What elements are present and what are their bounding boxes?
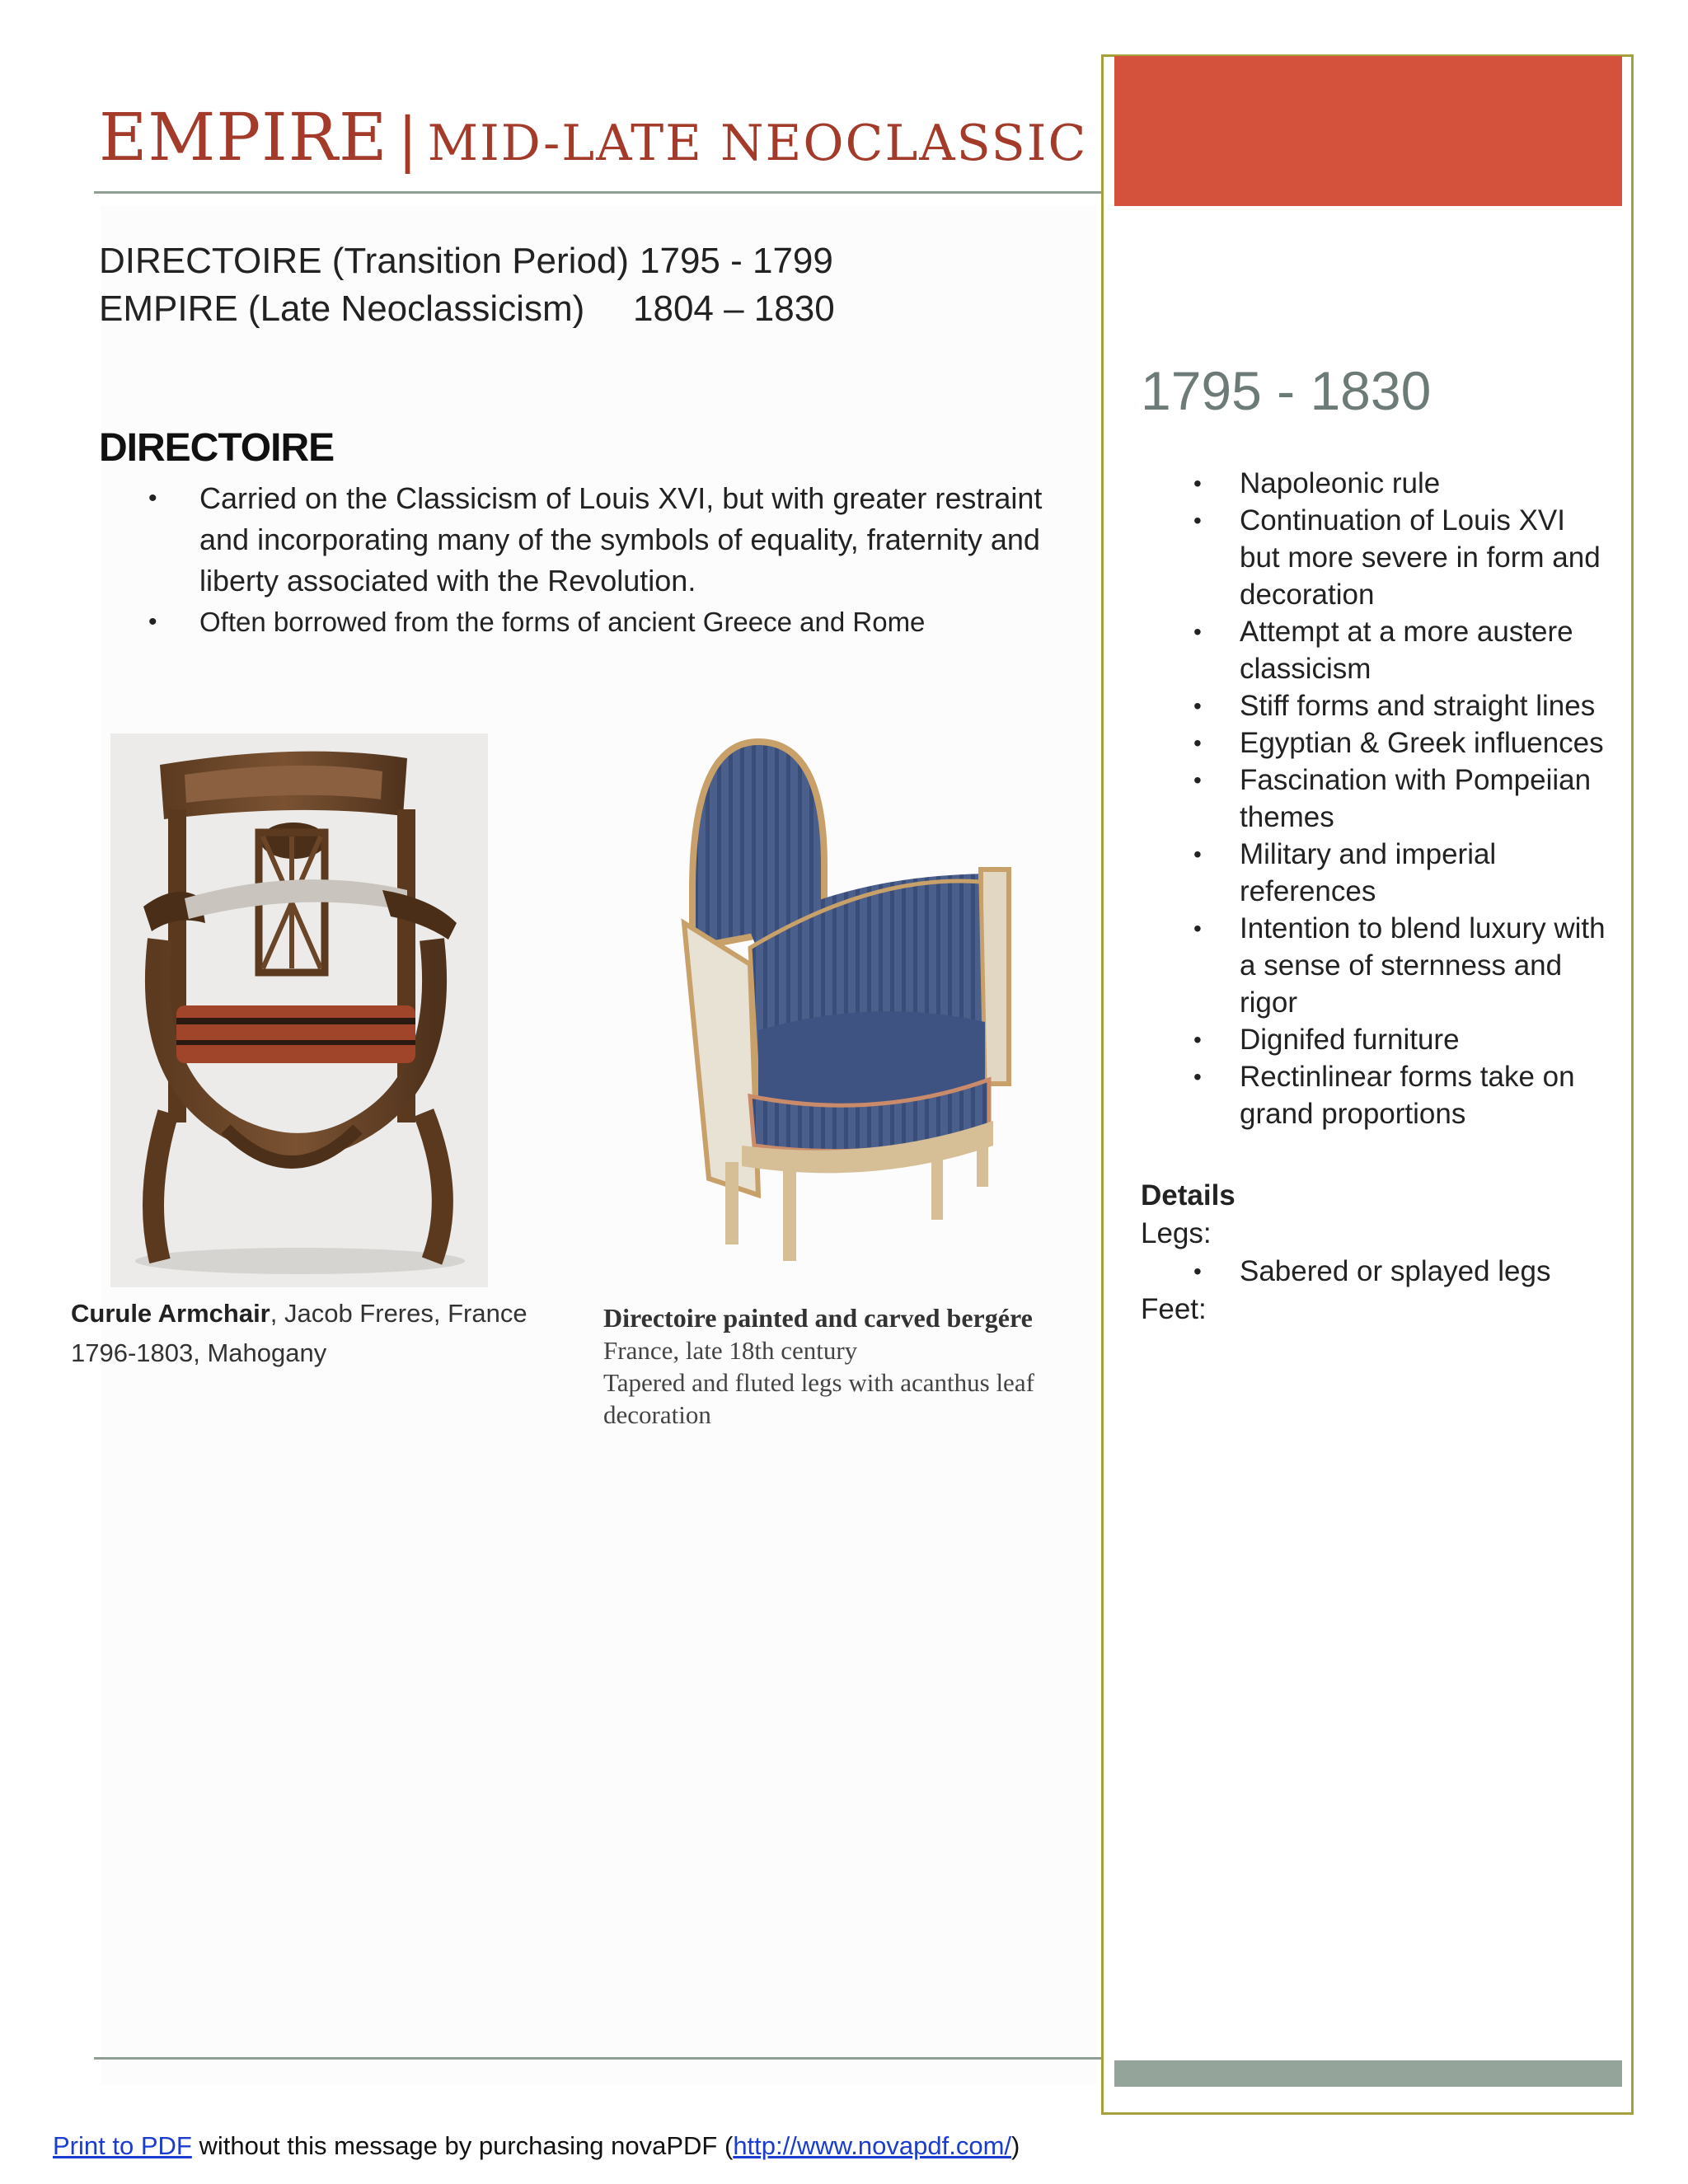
footer-close: ) xyxy=(1011,2131,1020,2160)
print-to-pdf-link[interactable]: Print to PDF xyxy=(53,2131,192,2160)
title-sub: MID-LATE NEOCLASSIC xyxy=(427,115,1088,172)
curule-armchair-image xyxy=(110,733,488,1287)
list-item: • Napoleonic rule xyxy=(1193,465,1606,502)
bergere-chair-image xyxy=(659,733,1014,1261)
curule-caption-maker: , Jacob Freres, France xyxy=(270,1299,528,1328)
curule-caption-title: Curule Armchair xyxy=(71,1299,270,1328)
list-item: • Egyptian & Greek influences xyxy=(1193,724,1606,762)
list-item: • Attempt at a more austere classicism xyxy=(1193,613,1606,687)
period-row xyxy=(99,237,841,285)
directoire-heading: DIRECTOIRE xyxy=(99,426,335,470)
title-rule xyxy=(94,191,1101,194)
page-title xyxy=(99,99,1087,176)
sidebar-footer-block xyxy=(1114,2060,1622,2087)
list-item: • Fascination with Pompeiian themes xyxy=(1193,762,1606,836)
curule-armchair-caption xyxy=(71,1294,532,1373)
period-name: EMPIRE (Late Neoclassicism) xyxy=(99,288,585,329)
title-main: EMPIRE xyxy=(99,99,388,176)
bergere-caption-title: Directoire painted and carved bergére xyxy=(603,1303,1033,1333)
period-years: 1795 - 1799 xyxy=(640,241,833,281)
directoire-bullets xyxy=(148,478,1063,643)
list-item: • Sabered or splayed legs xyxy=(1141,1253,1602,1291)
list-item: • Rectinlinear forms take on grand proportions xyxy=(1193,1058,1606,1132)
list-item: • Dignifed furniture xyxy=(1193,1021,1606,1058)
list-item: • Military and imperial references xyxy=(1193,836,1606,910)
list-item: • Stiff forms and straight lines xyxy=(1193,687,1606,724)
bergere-caption-origin: France, late 18th century xyxy=(603,1336,858,1365)
list-item: • Intention to blend luxury with a sense of sternness and rigor xyxy=(1193,910,1606,1021)
details-section xyxy=(1141,1177,1602,1329)
sidebar-bullets xyxy=(1193,465,1606,1132)
period-years: 1804 – 1830 xyxy=(633,288,835,329)
legs-list xyxy=(1141,1253,1602,1291)
title-separator: | xyxy=(397,105,418,174)
list-item: • Often borrowed from the forms of ancient Greece and Rome xyxy=(148,602,1063,643)
novapdf-link[interactable]: http://www.novapdf.com/ xyxy=(733,2131,1012,2160)
bergere-caption xyxy=(603,1302,1081,1431)
bergere-caption-description: Tapered and fluted legs with acanthus leaf decoration xyxy=(603,1368,1034,1429)
list-item: • Carried on the Classicism of Louis XVI, but with greater restraint and incorporating many of the symbols of equality, fraternity and liberty associated with the Revolution. xyxy=(148,478,1063,602)
list-item: • Continuation of Louis XVI but more severe in form and decoration xyxy=(1193,502,1606,613)
sidebar-years: 1795 - 1830 xyxy=(1141,360,1432,421)
curule-caption-date: 1796-1803, Mahogany xyxy=(71,1338,327,1367)
footer-text: without this message by purchasing novaPDF ( xyxy=(191,2131,734,2160)
feet-label: Feet: xyxy=(1141,1293,1207,1325)
details-heading: Details xyxy=(1141,1179,1236,1212)
sidebar-header-block xyxy=(1114,56,1622,206)
pdf-footer xyxy=(53,2131,1020,2161)
period-row xyxy=(99,285,841,333)
period-name: DIRECTOIRE (Transition Period) xyxy=(99,241,630,281)
legs-label: Legs: xyxy=(1141,1217,1212,1249)
period-table xyxy=(99,237,841,333)
bottom-rule xyxy=(94,2057,1101,2060)
